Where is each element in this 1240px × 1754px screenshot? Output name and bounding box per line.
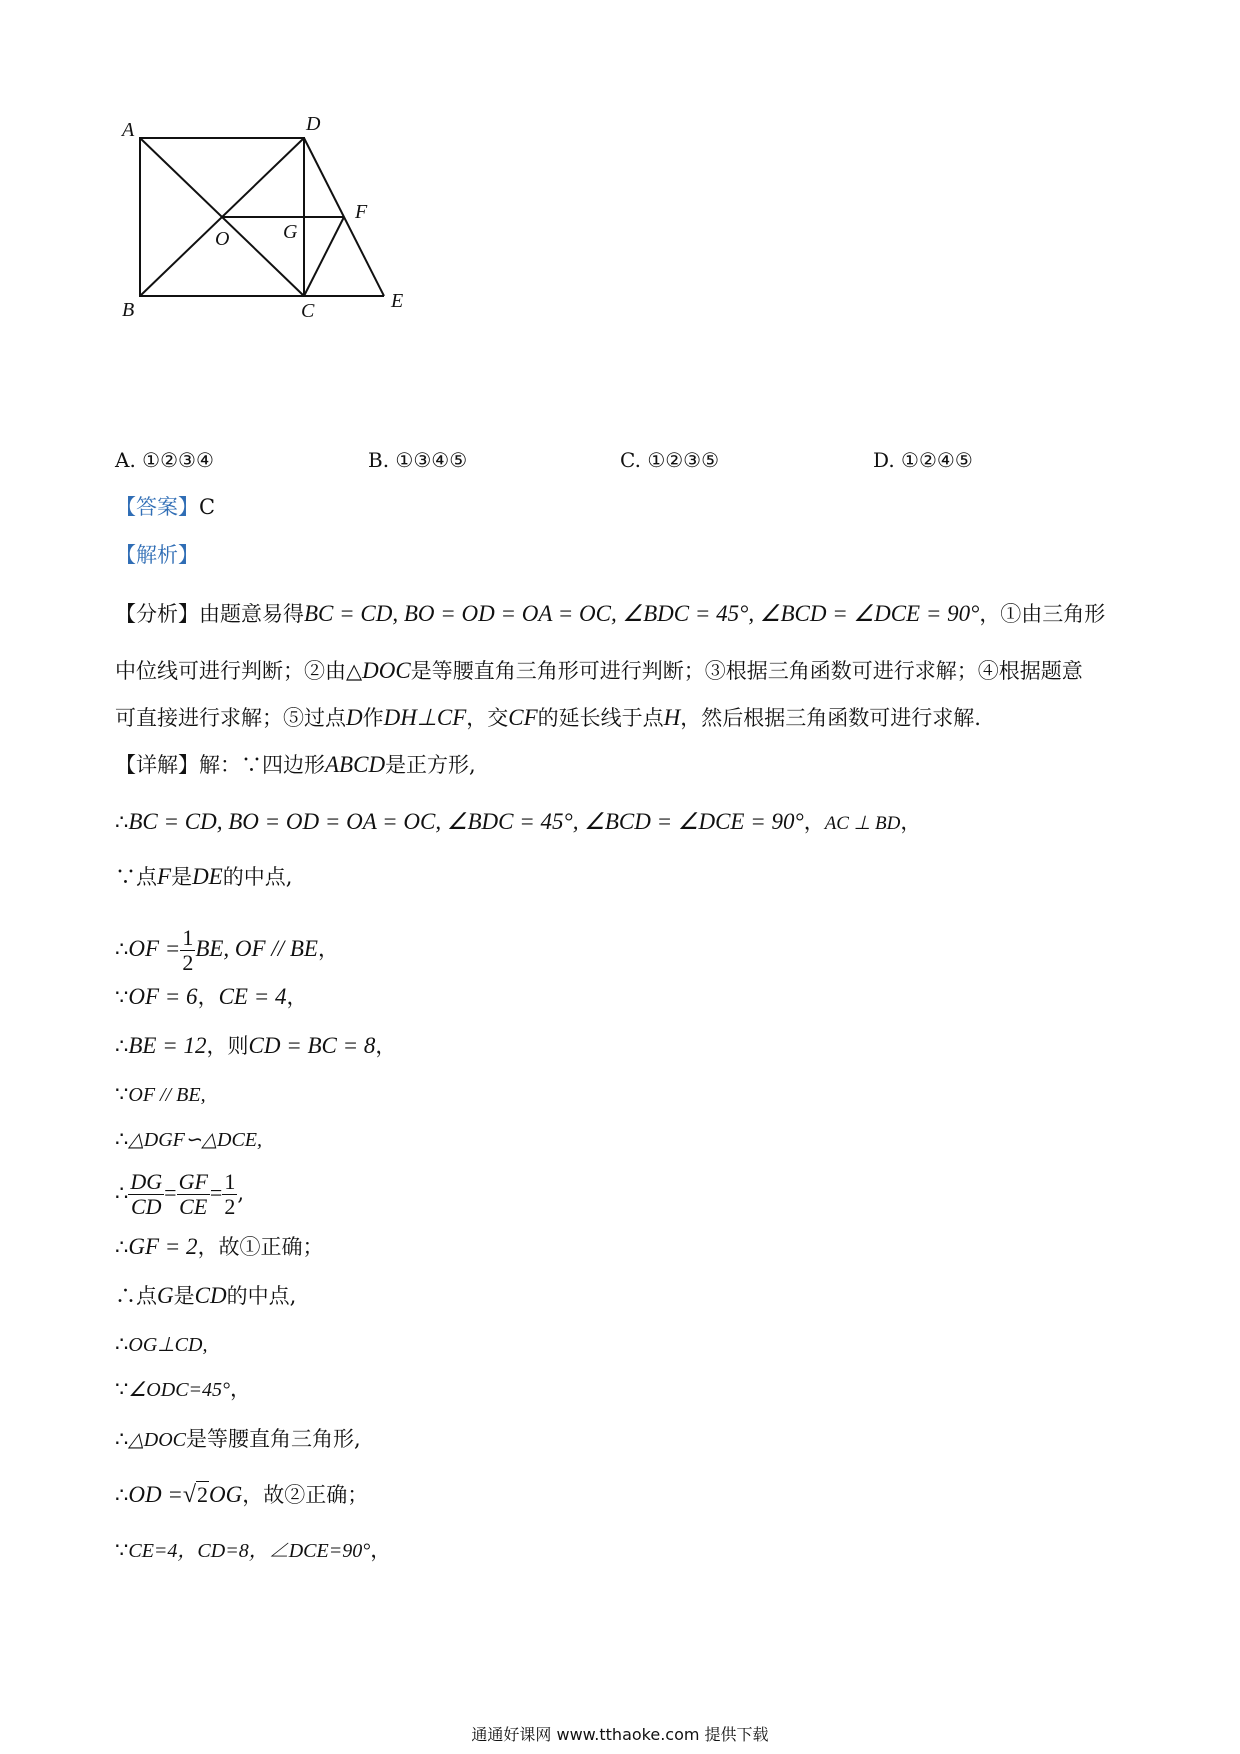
- detail-line-3: [115, 862, 292, 892]
- math-expr: G: [157, 1283, 174, 1308]
- math-expr: OD =: [128, 1482, 183, 1507]
- fenxi-intro: 由题意易得: [199, 602, 304, 626]
- math-expr: OF // BE,: [128, 1084, 206, 1106]
- math-expr: OF = 6: [128, 984, 198, 1009]
- fenxi-text: 作: [362, 706, 384, 730]
- square-root: [183, 1480, 209, 1510]
- answer-line: [115, 492, 215, 522]
- option-text: ①②④⑤: [901, 448, 973, 472]
- fenxi-text: 可直接进行求解；⑤过点: [115, 706, 346, 730]
- option-a: [115, 448, 214, 472]
- analysis-label: 【解析】: [115, 543, 199, 567]
- fraction-denominator: 2: [182, 950, 194, 975]
- math-expr: BE = 12: [128, 1033, 207, 1058]
- label-b: B: [122, 299, 135, 321]
- equals-sign: =: [209, 1180, 223, 1205]
- detail-text: 的中点,: [222, 865, 293, 889]
- detail-text: 是等腰直角三角形,: [185, 1427, 361, 1451]
- option-text: ①②③⑤: [647, 448, 720, 472]
- answer-label: 【答案】: [115, 495, 199, 519]
- label-e: E: [391, 290, 404, 312]
- therefore-symbol: ∴: [115, 1427, 129, 1451]
- detail-text: ，: [370, 1538, 392, 1562]
- fenxi-text: ，①由三角形: [979, 602, 1106, 626]
- detail-line-9: [115, 1164, 244, 1222]
- detail-line-13: [115, 1374, 251, 1405]
- detail-text: ∴点: [115, 1284, 157, 1308]
- math-expr: CE=4，CD=8，∠DCE=90°: [128, 1540, 371, 1562]
- math-expr: △DOC: [128, 1429, 186, 1451]
- math-expr: △DGF∽△DCE,: [128, 1129, 262, 1151]
- math-expr: OG: [209, 1482, 243, 1507]
- detail-line-8: [115, 1124, 262, 1155]
- label-f: F: [355, 201, 368, 223]
- detail-text: 是正方形,: [385, 753, 476, 777]
- because-symbol: ∵: [115, 985, 129, 1009]
- math-expr: CF: [508, 705, 538, 730]
- math-expr: D: [346, 705, 363, 730]
- fenxi-line-1: [115, 599, 1105, 629]
- math-expr: GF = 2: [128, 1234, 198, 1259]
- because-symbol: ∵点: [115, 865, 157, 889]
- detail-text: ，: [286, 985, 308, 1009]
- detail-text: ，: [317, 937, 339, 961]
- answer-value: C: [199, 495, 216, 519]
- label-o: O: [215, 228, 230, 250]
- fraction-numerator: GF: [178, 1169, 208, 1194]
- option-letter: C.: [620, 448, 641, 472]
- page-footer: 通通好课网 www.tthaoke.com 提供下载: [471, 1725, 769, 1744]
- detail-text: 的中点,: [226, 1284, 297, 1308]
- analysis-heading: [115, 540, 199, 570]
- label-d: D: [306, 113, 321, 135]
- detail-line-7: [115, 1079, 206, 1110]
- math-expr: OG⊥CD,: [128, 1334, 208, 1356]
- detail-line-15: [115, 1480, 368, 1510]
- therefore-symbol: ∴: [115, 810, 129, 834]
- detail-line-11: [115, 1281, 296, 1311]
- detail-text: ，: [900, 810, 922, 834]
- option-text: ①③④⑤: [395, 448, 468, 472]
- fenxi-text: ，交: [466, 706, 509, 730]
- math-expr: DOC: [362, 658, 411, 683]
- option-d: [873, 448, 973, 472]
- because-symbol: ∵: [115, 1538, 129, 1562]
- math-expr: DH⊥CF: [383, 705, 467, 730]
- detail-text: ，故②正确；: [242, 1483, 369, 1507]
- fraction-half: [222, 1170, 237, 1219]
- therefore-symbol: ∴: [115, 1181, 129, 1205]
- detail-line-2: [115, 807, 921, 839]
- therefore-symbol: ∴: [115, 1332, 129, 1356]
- option-letter: A.: [115, 448, 136, 472]
- math-expr: BE, OF // BE: [195, 936, 318, 961]
- therefore-symbol: ∴: [115, 937, 129, 961]
- fraction-numerator: 1: [224, 1169, 236, 1194]
- option-letter: D.: [873, 448, 895, 472]
- math-expr: OF =: [128, 936, 181, 961]
- segment-cf: [304, 217, 344, 296]
- fenxi-text: 是等腰直角三角形可进行判断；③根据三角函数可进行求解；④根据题意: [410, 659, 1083, 683]
- option-b: [368, 448, 467, 472]
- detail-text: 是: [173, 1284, 195, 1308]
- therefore-symbol: ∴: [115, 1235, 129, 1259]
- fenxi-text: 中位线可进行判断；②由△: [115, 659, 363, 683]
- detail-text: ,: [237, 1181, 245, 1205]
- detail-text: 解：∵四边形: [199, 753, 325, 777]
- fenxi-label: 【分析】: [115, 602, 199, 626]
- because-symbol: ∵: [115, 1082, 129, 1106]
- label-a: A: [122, 119, 135, 141]
- fraction-dg-cd: [128, 1170, 164, 1219]
- option-letter: B.: [368, 448, 390, 472]
- math-expr: CD = BC = 8: [248, 1033, 376, 1058]
- math-expr: H: [663, 705, 681, 730]
- detail-line-1: [115, 750, 476, 780]
- detail-line-4: [115, 920, 339, 978]
- fraction-numerator: 1: [182, 925, 194, 950]
- fenxi-text: ，然后根据三角函数可进行求解.: [680, 706, 981, 730]
- detail-line-14: [115, 1424, 361, 1455]
- radicand: 2: [197, 1482, 209, 1507]
- detail-line-16: [115, 1535, 391, 1566]
- option-text: ①②③④: [142, 448, 214, 472]
- therefore-symbol: ∴: [115, 1127, 129, 1151]
- detail-text: ，: [375, 1034, 397, 1058]
- therefore-symbol: ∴: [115, 1483, 129, 1507]
- math-expr: CD: [194, 1283, 227, 1308]
- label-c: C: [301, 300, 315, 322]
- radical-sign: √: [182, 1482, 197, 1508]
- detail-text: ，则: [206, 1034, 249, 1058]
- label-g: G: [283, 221, 298, 243]
- figure-svg: [120, 110, 480, 360]
- fenxi-text: 的延长线于点: [537, 706, 664, 730]
- detail-label: 【详解】: [115, 753, 199, 777]
- detail-text: ，: [803, 810, 825, 834]
- therefore-symbol: ∴: [115, 1034, 129, 1058]
- fraction-denominator: CD: [130, 1194, 162, 1219]
- detail-line-12: [115, 1329, 207, 1360]
- fraction-denominator: 2: [224, 1194, 236, 1219]
- math-expr: BC = CD, BO = OD = OA = OC, ∠BDC = 45°, ∠BCD = ∠DCE = 90°: [128, 809, 804, 834]
- math-expr: ABCD: [325, 752, 386, 777]
- math-expr: CE = 4: [218, 984, 287, 1009]
- fenxi-line-2: [115, 656, 1083, 686]
- equals-sign: =: [164, 1180, 177, 1205]
- geometry-figure: [120, 110, 480, 360]
- detail-line-10: [115, 1232, 324, 1262]
- math-expr: ∠ODC=45°: [128, 1379, 231, 1401]
- detail-text: 是: [171, 865, 193, 889]
- option-c: [620, 448, 719, 472]
- fenxi-conditions: BC = CD, BO = OD = OA = OC, ∠BDC = 45°, ∠BCD = ∠DCE = 90°: [304, 601, 980, 626]
- because-symbol: ∵: [115, 1377, 129, 1401]
- math-expr: F: [157, 864, 172, 889]
- detail-text: ，: [230, 1377, 252, 1401]
- detail-text: ，故①正确；: [197, 1235, 324, 1259]
- math-expr: DE: [192, 864, 223, 889]
- detail-line-6: [115, 1031, 396, 1061]
- fraction-numerator: DG: [130, 1169, 163, 1194]
- fraction-gf-ce: [177, 1170, 210, 1219]
- fraction-denominator: CE: [179, 1194, 208, 1219]
- fraction-half: [180, 926, 195, 975]
- answer-options: [115, 448, 1155, 478]
- detail-text: ，: [197, 985, 219, 1009]
- math-expr: AC ⊥ BD: [824, 813, 901, 834]
- fenxi-line-3: [115, 703, 981, 733]
- detail-line-5: [115, 982, 307, 1012]
